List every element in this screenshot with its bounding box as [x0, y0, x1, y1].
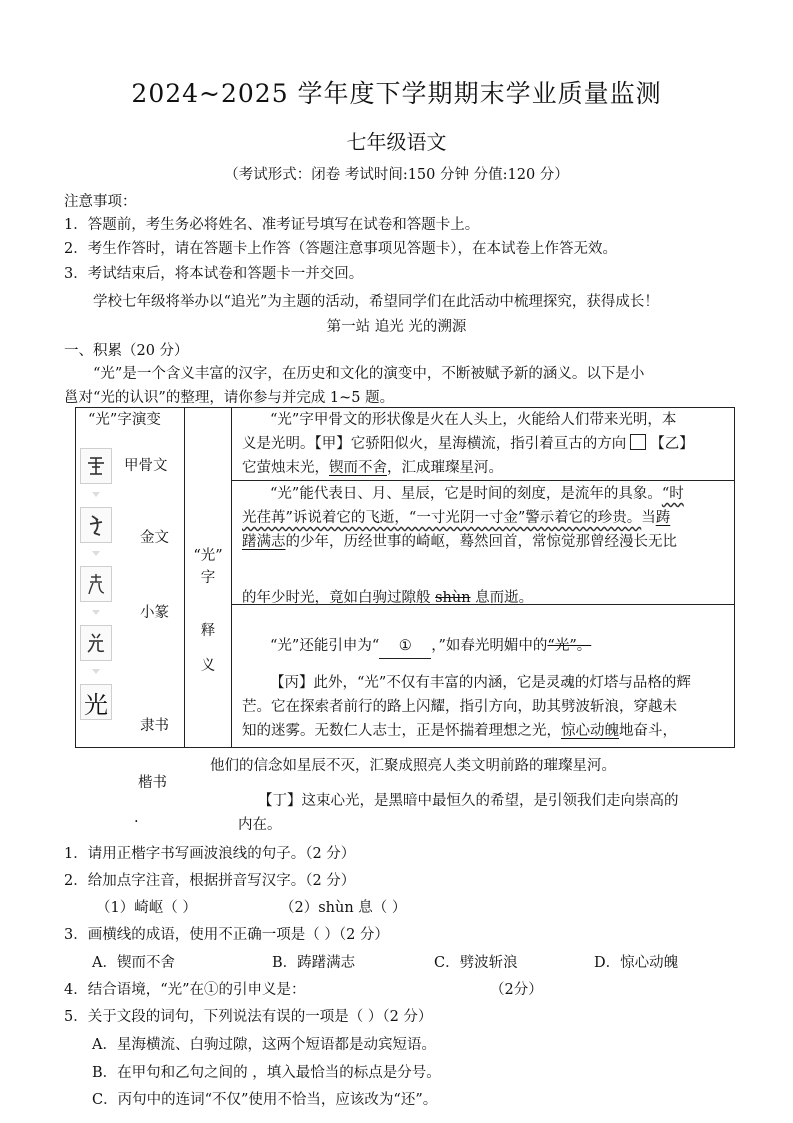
- row1-line: [242, 432, 734, 456]
- idiom-underlined: 躇满志: [242, 534, 286, 550]
- evolution-header: “光”字演变: [88, 412, 161, 428]
- arrow-down-icon: [92, 669, 100, 674]
- blank-1: ①: [379, 634, 431, 659]
- script-label: 隶书: [140, 718, 169, 734]
- option-a: A．星海横流、白驹过隙，这两个短语都是动宾短语。: [92, 1037, 436, 1053]
- row2-text: [242, 482, 734, 610]
- question-4-score: （2分）: [490, 982, 543, 998]
- row2-line: [242, 586, 734, 610]
- section-heading: 一、积累（20 分）: [64, 343, 189, 359]
- script-label: 甲骨文: [124, 458, 168, 474]
- table-divider: [231, 408, 232, 747]
- row3-line: 他们的信念如星辰不灭，汇聚成照亮人类文明前路的璀璨星河。: [210, 758, 616, 774]
- option-b: B．踌躇满志: [272, 955, 356, 971]
- wavy-sentence: “时: [661, 486, 684, 502]
- row3-seg: 地奋斗，: [619, 723, 677, 739]
- row2-line: [242, 506, 734, 530]
- idiom-underlined: 踌: [655, 510, 671, 526]
- row3-line: 芒。它在探索者前行的路上闪耀，指引方向，助其劈波斩浪，穿越未: [242, 699, 677, 715]
- wavy-sentence: 光荏苒”诉说着它的飞逝，“一寸光阴一寸金”警示着它的珍贵。: [242, 510, 642, 526]
- question-5: 5．关于文段的词句，下列说法有误的一项是（ ）（2 分）: [64, 1009, 433, 1025]
- exam-title: 2024~2025 学年度下学期期末学业质量监测: [131, 79, 662, 108]
- row2-seg: 的年少时光，竟如白驹过隙般: [242, 590, 436, 606]
- option-c: C．丙句中的连词“不仅”使用不恰当，应该改为“还”。: [92, 1092, 438, 1108]
- question-3: 3．画横线的成语，使用不正确一项是（ ）（2 分）: [64, 927, 389, 943]
- option-c: C．劈波斩浪: [434, 955, 518, 971]
- explain-label: 字: [200, 570, 216, 586]
- arrow-down-icon: [92, 610, 100, 615]
- notice-item: 3．考试结束后，将本试卷和答题卡一并交回。: [64, 266, 364, 282]
- question-2-sub: （1）崎岖（ ）: [96, 900, 197, 916]
- lishu-glyph-icon: [80, 625, 112, 661]
- row3-line: 【丁】这束心光，是黑暗中最恒久的希望，是引领我们走向崇高的: [258, 793, 679, 809]
- section-paragraph: “光”是一个含义丰富的汉字，在历史和文化的演变中，不断被赋予新的涵义。以下是小: [93, 366, 645, 382]
- station-heading: 第一站 追光 光的溯源: [326, 319, 467, 335]
- option-d: D．惊心动魄: [594, 955, 679, 971]
- exam-info: （考试形式：闭卷 考试时间:150 分钟 分值:120 分）: [224, 167, 569, 183]
- row1-text: [242, 408, 734, 480]
- arrow-down-icon: [92, 551, 100, 556]
- kaishu-glyph-icon: [80, 684, 112, 720]
- notice-item: 1．答题前，考生务必将姓名、准考证号填写在试卷和答题卡上。: [64, 217, 480, 233]
- section-paragraph: 邕对“光的认识”的整理，请你参与并完成 1~5 题。: [64, 390, 395, 406]
- row3-seg: “光”还能引申为“: [270, 638, 380, 654]
- row2-seg: 当: [641, 510, 656, 526]
- row2-line: [242, 482, 734, 506]
- row2-seg: “光”能代表日、月、星辰，它是时间的刻度，是流年的具象。: [270, 486, 662, 502]
- row2-seg: 息而逝。: [470, 590, 534, 606]
- kaishu-glyph-text: 光: [84, 690, 108, 719]
- row3-seg: “光”。: [547, 638, 592, 654]
- question-2: 2．给加点字注音，根据拼音写汉字。（2 分）: [64, 873, 356, 889]
- blank-box-icon: [630, 434, 646, 450]
- exam-subtitle: 七年级语文: [346, 130, 447, 154]
- row1-line: “光”字甲骨文的形状像是火在人头上，火能给人们带来光明，本: [270, 412, 677, 428]
- row1-seg: ，汇成璀璨星河。: [387, 460, 503, 476]
- table-divider: [184, 408, 185, 747]
- row3-line: 【丙】此外，“光”不仅有丰富的内涵，它是灵魂的灯塔与品格的辉: [270, 675, 691, 691]
- row1-line: [242, 456, 734, 480]
- question-1: 1．请用正楷字书写画波浪线的句子。（2 分）: [64, 846, 356, 862]
- row3-seg: ，”如春光明媚中的: [431, 638, 548, 654]
- script-label: 小篆: [140, 605, 169, 621]
- row3-line: [242, 634, 734, 659]
- xiaozhuan-glyph-icon: [80, 566, 112, 602]
- notice-item: 2．考生作答时，请在答题卡上作答（答题注意事项见答题卡），在本试卷上作答无效。: [64, 241, 617, 257]
- jinwen-glyph-icon: [80, 507, 112, 543]
- question-4: 4．结合语境，“光”在①的引申义是：: [64, 982, 306, 998]
- row3-line: 内在。: [238, 817, 282, 833]
- jiaguwen-glyph-icon: [80, 448, 112, 484]
- row1-seg: 义是光明。【甲】它骄阳似火，星海横流，指引着亘古的方向: [242, 436, 627, 452]
- row3-line: [242, 719, 734, 743]
- idiom-underlined: 锲而不舍: [329, 460, 387, 476]
- question-2-sub: （2）shùn 息（ ）: [280, 900, 407, 916]
- explain-label: “光”: [193, 548, 223, 564]
- dot-mark: .: [134, 810, 139, 826]
- script-label: 金文: [140, 530, 169, 546]
- row3-text: [242, 634, 734, 743]
- intro-text: 学校七年级将举办以“追光”为主题的活动，希望同学们在此活动中梳理探究，获得成长！: [93, 294, 659, 310]
- explain-label: 释: [200, 623, 216, 639]
- idiom-underlined: 惊心动魄: [561, 723, 619, 739]
- row2-line: [242, 530, 734, 554]
- option-a: A．锲而不舍: [92, 955, 175, 971]
- row1-seg: 【乙】: [650, 436, 694, 452]
- explain-label: 义: [200, 658, 216, 674]
- row1-seg: 它萤烛末光，: [242, 460, 329, 476]
- notice-heading: 注意事项：: [64, 194, 137, 210]
- script-label: 楷书: [138, 775, 167, 791]
- arrow-down-icon: [92, 492, 100, 497]
- guang-table: [75, 407, 735, 748]
- table-divider: [231, 480, 734, 481]
- pinyin-blank: shùn: [435, 590, 471, 606]
- option-b: B．在甲句和乙句之间的 ，填入最恰当的标点是分号。: [92, 1065, 441, 1081]
- row3-seg: 知的迷雾。无数仁人志士，正是怀揣着理想之光，: [242, 723, 561, 739]
- row2-seg: 的少年，历经世事的崎岖，蓦然回首，常惊觉那曾经漫长无比: [285, 534, 677, 550]
